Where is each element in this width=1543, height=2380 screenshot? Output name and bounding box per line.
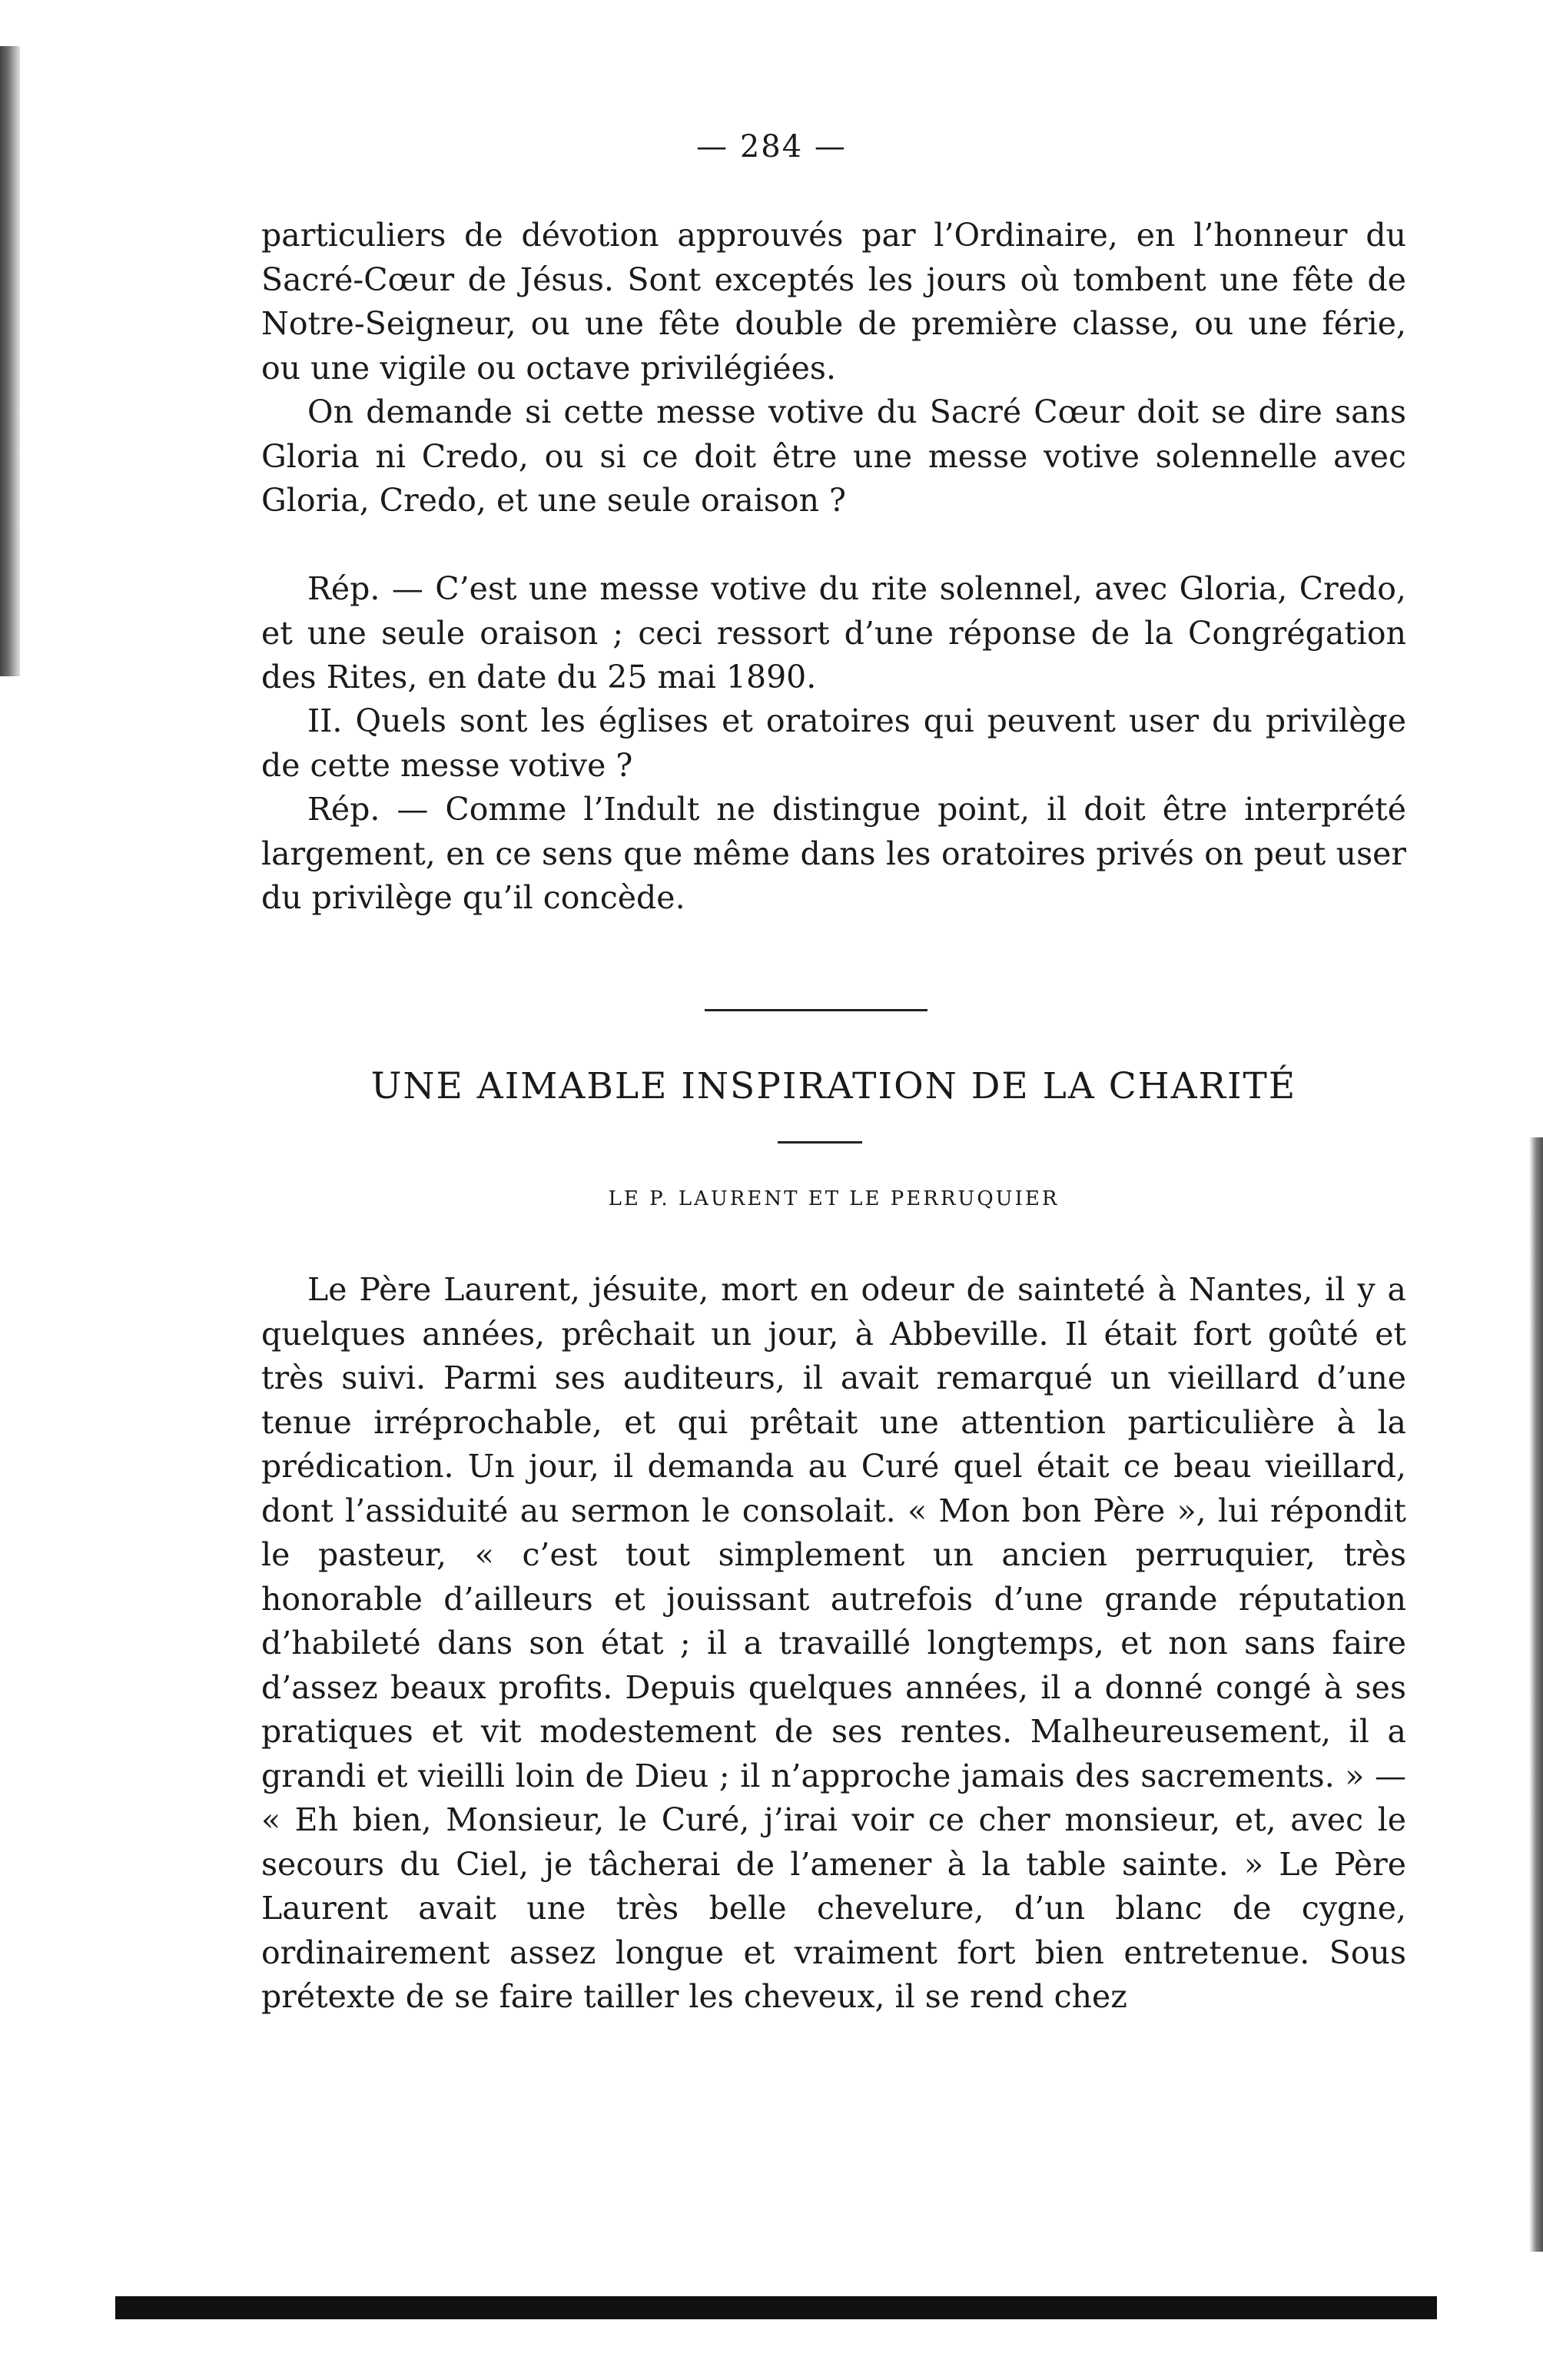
title-underline-rule [778, 1141, 862, 1144]
paragraph-continuation: particuliers de dévotion approuvés par l’Ordinaire, en l’honneur du Sacré-Cœur de Jésus. Sont exceptés les jours où tombent une fête de Notre-Seigneur, ou une fête double de première classe, ou une férie, ou une vigile ou octave privilégiées. [261, 217, 1406, 387]
article-body-paragraph: Le Père Laurent, jésuite, mort en odeur de sainteté à Nantes, il y a quelques années, prêchait un jour, à Abbeville. Il était fort goûté et très suivi. Parmi ses auditeurs, il avait remarqué un vieillard d’une tenue irréprochable, et qui prêtait une attention particulière à la prédication. Un jour, il demanda au Curé quel était ce beau vieillard, dont l’assiduité au sermon le consolait. « Mon bon Père », lui répondit le pasteur, « c’est tout simplement un ancien perruquier, très honorable d’ailleurs et jouissant autrefois d’une grande réputation d’habileté dans son état ; il a travaillé longtemps, et non sans faire d’assez beaux profits. Depuis quelques années, il a donné congé à ses pratiques et vit modestement de ses rentes. Malheureusement, il a grandi et vieilli loin de Dieu ; il n’approche jamais des sacrements. » — « Eh bien, Monsieur, le Curé, j’irai voir ce cher monsieur, et, avec le secours du Ciel, je tâcherai de l’amener à la table sainte. » Le Père Laurent avait une très belle chevelure, d’un blanc de cygne, ordinairement assez longue et vraiment fort bien entretenue. Sous prétexte de se faire tailler les cheveux, il se rend chez [261, 1271, 1406, 2015]
paragraph-question-1: On demande si cette messe votive du Sacré Cœur doit se dire sans Gloria ni Credo, ou si ce doit être une messe votive solennelle avec Gloria, Credo, et une seule oraison ? [261, 393, 1406, 519]
paragraph-answer-1: Rép. — C’est une messe votive du rite solennel, avec Gloria, Credo, et une seule oraison ; ceci ressort d’une réponse de la Congrégation des Rites, en date du 25 mai 1890. [261, 570, 1406, 695]
paragraph-answer-2: Rép. — Comme l’Indult ne distingue point, il doit être interprété largement, en ce sens que même dans les oratoires privés on peut user du privilège qu’il concède. [261, 791, 1406, 916]
page-number: — 284 — [696, 129, 847, 164]
section-divider-rule [705, 1009, 927, 1011]
scan-bottom-bar [115, 2296, 1437, 2319]
scan-edge-shadow-right [1529, 1137, 1543, 2252]
article-title: UNE AIMABLE INSPIRATION DE LA CHARITÉ [370, 1065, 1297, 1107]
paragraph-question-2: II. Quels sont les églises et oratoires qui peuvent user du privilège de cette messe votive ? [261, 702, 1406, 784]
article-subtitle: LE P. LAURENT ET LE PERRUQUIER [608, 1187, 1060, 1210]
